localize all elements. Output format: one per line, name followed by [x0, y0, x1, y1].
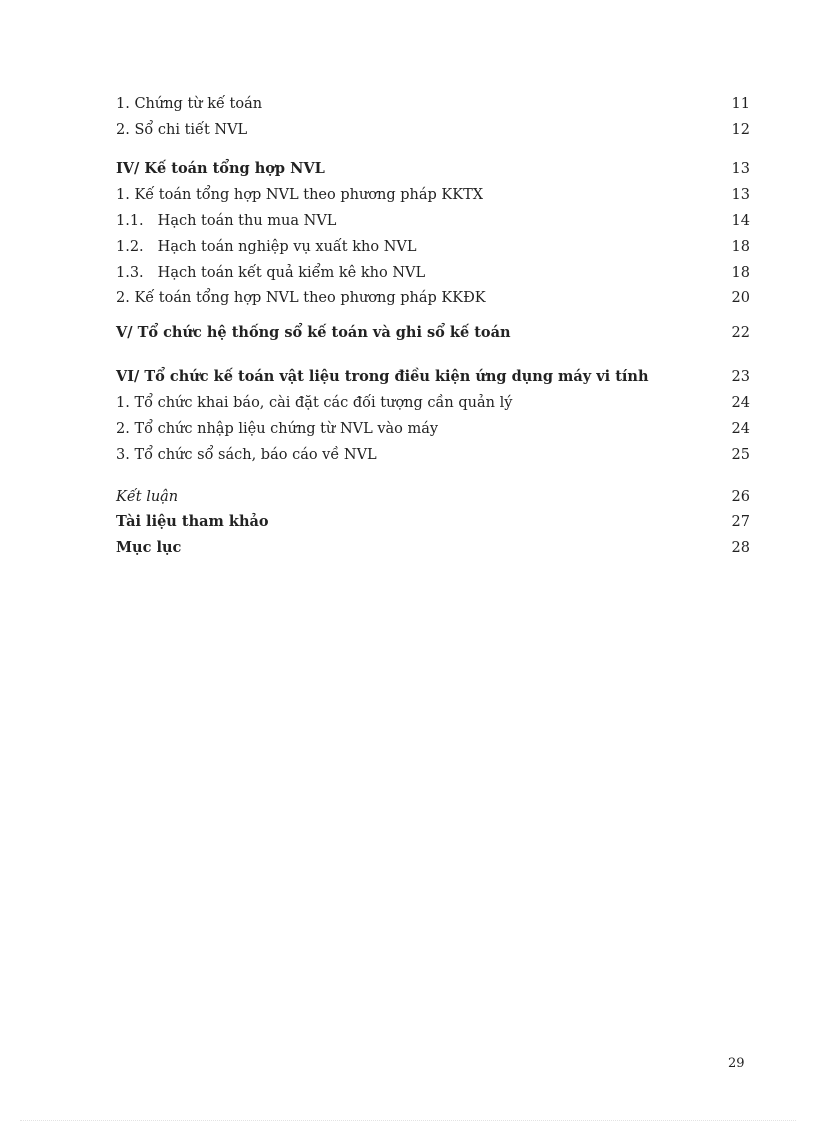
- toc-entry-ket-luan: [116, 486, 750, 508]
- toc-subentry-1-2: [116, 236, 750, 258]
- toc-entry-page: 22: [731, 325, 750, 341]
- toc-entry-title: Hạch toán kết quả kiểm kê kho NVL: [157, 265, 426, 281]
- toc-section-iv: [116, 158, 750, 180]
- toc-entry-title: 2. Sổ chi tiết NVL: [116, 122, 248, 138]
- toc-entry-title: 2. Tổ chức nhập liệu chứng từ NVL vào máy: [116, 421, 439, 437]
- toc-entry-nhap-lieu: [116, 418, 750, 440]
- toc-entry-title: Hạch toán thu mua NVL: [157, 213, 337, 229]
- toc-entry-page: 25: [731, 447, 750, 463]
- toc-entry-label: 1.2.: [116, 239, 144, 255]
- toc-entry-tai-lieu-tham-khao: [116, 511, 750, 533]
- toc-entry-page: 12: [731, 122, 750, 138]
- toc-entry-page: 28: [731, 540, 750, 556]
- toc-entry-title: Mục lục: [116, 539, 182, 556]
- toc-entry-kkdk: [116, 287, 750, 309]
- toc-entry-title: 1. Kế toán tổng hợp NVL theo phương pháp KKTX: [116, 187, 484, 203]
- page-number: 29: [728, 1056, 745, 1071]
- toc-entry-title: Hạch toán nghiệp vụ xuất kho NVL: [157, 239, 417, 255]
- toc-entry-page: 20: [731, 290, 750, 306]
- toc-section-title: V/ Tổ chức hệ thống sổ kế toán và ghi sổ kế toán: [116, 324, 511, 341]
- toc-subentry-1-3: [116, 262, 750, 284]
- toc-entry-title: 2. Kế toán tổng hợp NVL theo phương pháp KKĐK: [116, 290, 486, 306]
- toc-entry-page: 14: [731, 213, 750, 229]
- toc-entry-page: 27: [731, 514, 750, 530]
- toc-entry-page: 24: [731, 421, 750, 437]
- toc-entry-page: 13: [731, 187, 750, 203]
- toc-entry-label: 1.1.: [116, 213, 144, 229]
- toc-entry-chung-tu-ke-toan: [116, 93, 750, 115]
- toc-section-vi: [116, 366, 750, 388]
- page-bottom-divider: [20, 1120, 796, 1121]
- toc-entry-page: 26: [731, 489, 750, 505]
- toc-entry-so-sach: [116, 444, 750, 466]
- toc-entry-page: 18: [731, 239, 750, 255]
- toc-entry-title: 1. Chứng từ kế toán: [116, 96, 263, 112]
- toc-entry-page: 13: [731, 161, 750, 177]
- toc-entry-page: 18: [731, 265, 750, 281]
- toc-entry-kktx: [116, 184, 750, 206]
- toc-section-v: [116, 322, 750, 344]
- toc-entry-page: 24: [731, 395, 750, 411]
- toc-section-title: VI/ Tổ chức kế toán vật liệu trong điều kiện ứng dụng máy vi tính: [116, 368, 649, 385]
- toc-entry-title: 1. Tổ chức khai báo, cài đặt các đối tượng cần quản lý: [116, 395, 513, 411]
- toc-entry-so-chi-tiet-nvl: [116, 119, 750, 141]
- toc-entry-khai-bao: [116, 392, 750, 414]
- toc-section-title: IV/ Kế toán tổng hợp NVL: [116, 160, 325, 177]
- toc-entry-page: 11: [731, 96, 750, 112]
- toc-entry-title: Tài liệu tham khảo: [116, 513, 269, 530]
- toc-entry-muc-luc: [116, 537, 750, 559]
- toc-subentry-1-1: [116, 210, 750, 232]
- toc-entry-title: Kết luận: [116, 489, 179, 505]
- toc-entry-label: 1.3.: [116, 265, 144, 281]
- toc-entry-page: 23: [731, 369, 750, 385]
- toc-entry-title: 3. Tổ chức sổ sách, báo cáo về NVL: [116, 447, 377, 463]
